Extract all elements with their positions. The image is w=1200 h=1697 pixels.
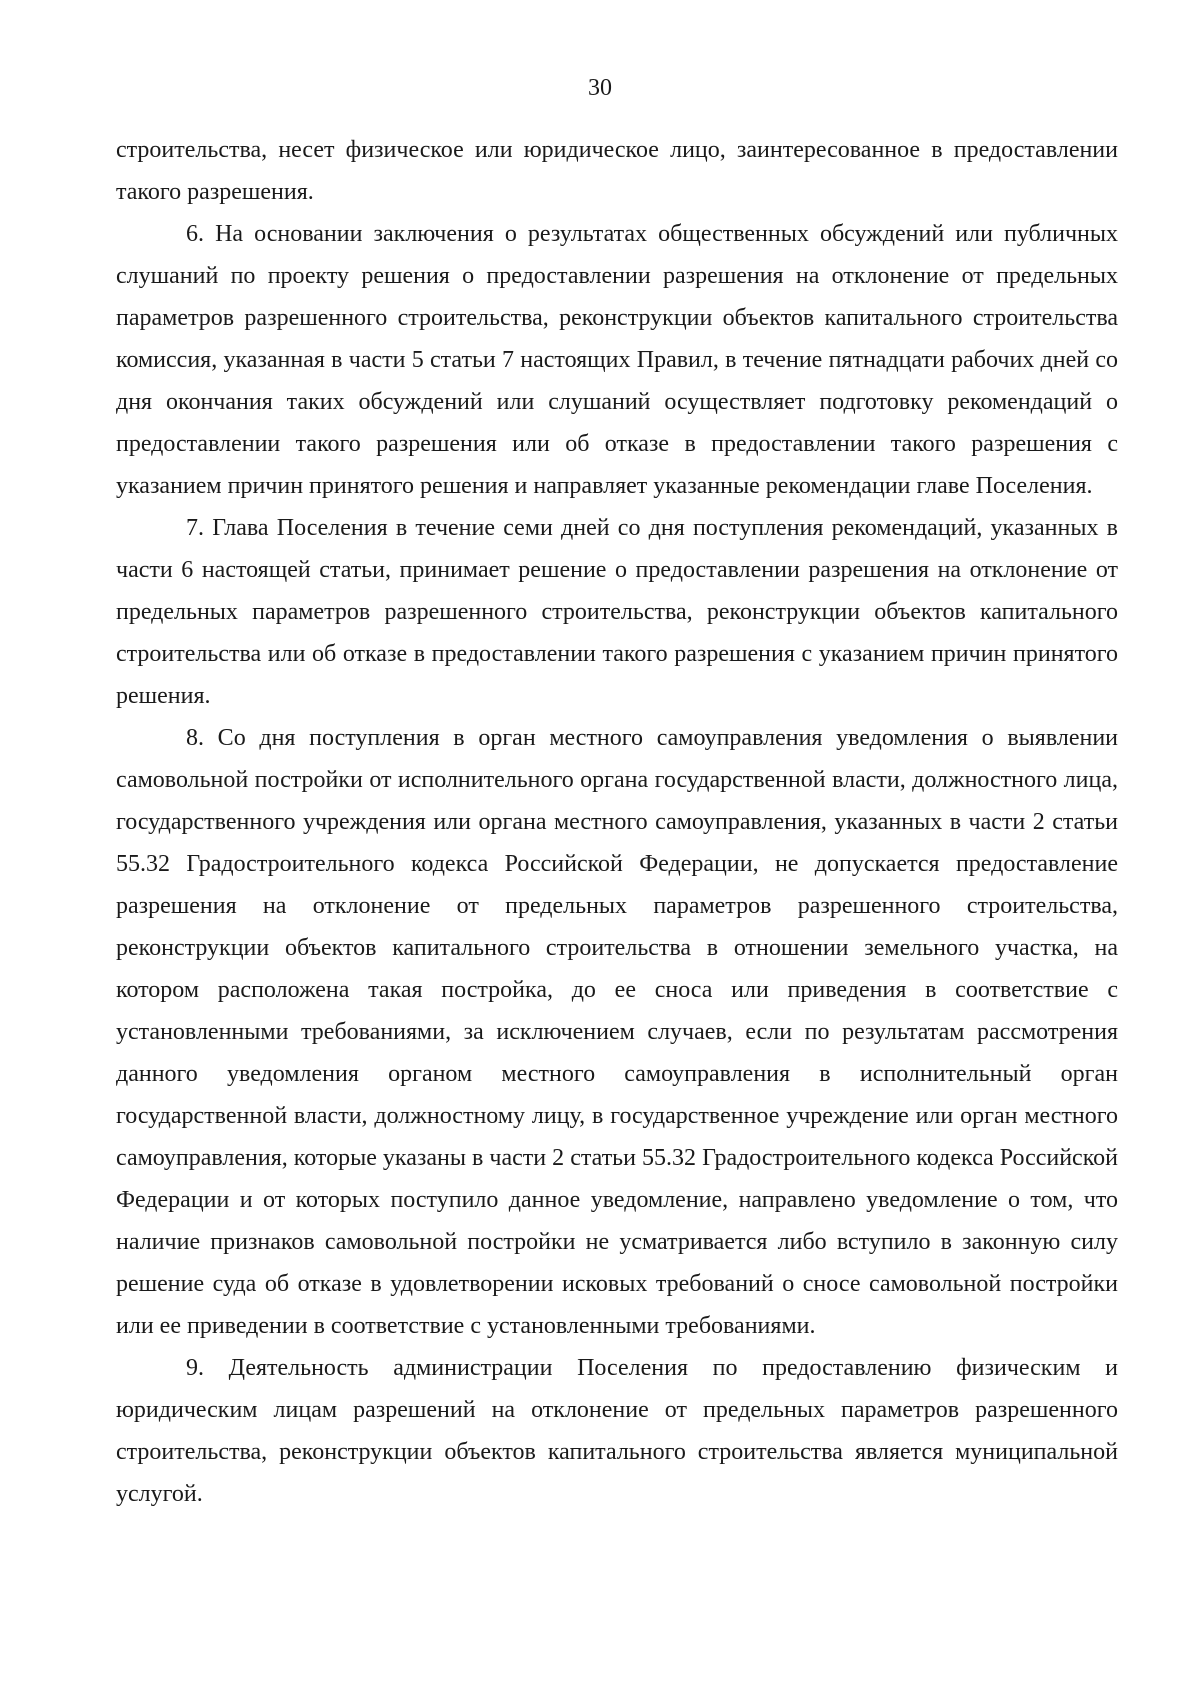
- document-body: [116, 129, 1118, 1515]
- paragraph-item-6: 6. На основании заключения о результатах общественных обсуждений или публичных слушаний по проекту решения о предоставлении разрешения на отклонение от предельных параметров разрешенного строительства, реконструкции объектов капитального строительства комиссия, указанная в части 5 статьи 7 настоящих Правил, в течение пятнадцати рабочих дней со дня окончания таких обсуждений или слушаний осуществляет подготовку рекомендаций о предоставлении такого разрешения или об отказе в предоставлении такого разрешения с указанием причин принятого решения и направляет указанные рекомендации главе Поселения.: [116, 221, 1118, 499]
- page-number: 30: [588, 75, 612, 101]
- paragraph-item-7: 7. Глава Поселения в течение семи дней со дня поступления рекомендаций, указанных в части 6 настоящей статьи, принимает решение о предоставлении разрешения на отклонение от предельных параметров разрешенного строительства, реконструкции объектов капитального строительства или об отказе в предоставлении такого разрешения с указанием причин принятого решения.: [116, 515, 1118, 709]
- paragraph-continuation: строительства, несет физическое или юридическое лицо, заинтересованное в предоставлении такого разрешения.: [116, 137, 1118, 205]
- paragraph-item-8: 8. Со дня поступления в орган местного самоуправления уведомления о выявлении самовольной постройки от исполнительного органа государственной власти, должностного лица, государственного учреждения или органа местного самоуправления, указанных в части 2 статьи 55.32 Градостроительного кодекса Российской Федерации, не допускается предоставление разрешения на отклонение от предельных параметров разрешенного строительства, реконструкции объектов капитального строительства в отношении земельного участка, на котором расположена такая постройка, до ее сноса или приведения в соответствие с установленными требованиями, за исключением случаев, если по результатам рассмотрения данного уведомления органом местного самоуправления в исполнительный орган государственной власти, должностному лицу, в государственное учреждение или орган местного самоуправления, которые указаны в части 2 статьи 55.32 Градостроительного кодекса Российской Федерации и от которых поступило данное уведомление, направлено уведомление о том, что наличие признаков самовольной постройки не усматривается либо вступило в законную силу решение суда об отказе в удовлетворении исковых требований о сносе самовольной постройки или ее приведении в соответствие с установленными требованиями.: [116, 725, 1118, 1339]
- paragraph-item-9: 9. Деятельность администрации Поселения по предоставлению физическим и юридическим лицам разрешений на отклонение от предельных параметров разрешенного строительства, реконструкции объектов капитального строительства является муниципальной услугой.: [116, 1355, 1118, 1507]
